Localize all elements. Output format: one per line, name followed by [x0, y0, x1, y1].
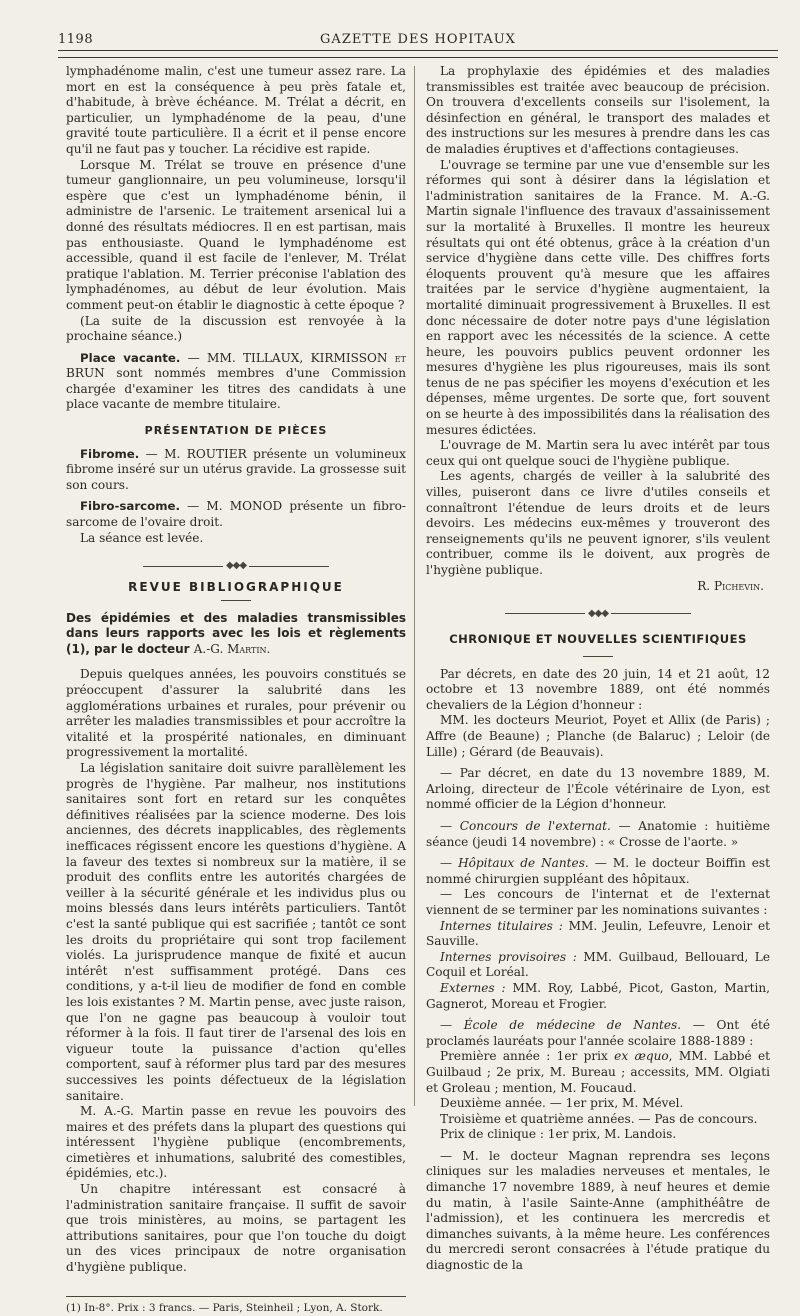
paragraph-place-vacante: [66, 351, 406, 413]
paragraph-fibrome: [66, 447, 406, 494]
paragraph: Par décrets, en date des 20 juin, 14 et 21 août, 12 octobre et 13 novembre 1889, ont été nommés chevaliers de la Légion d'honneur :: [426, 666, 770, 712]
paragraph: Depuis quelques années, les pouvoirs constitués se préoccupent d'assurer la salubrité dans les agglomérations urbaines et rurales, pour prévenir ou arrêter les maladies transmissibles et pour accroître la vitalité et la prospérité nationales, en diminuant progressivement la mortalité.: [66, 667, 406, 760]
paragraph: Les agents, chargés de veiller à la salubrité des villes, puiseront dans ce livre d'utiles conseils et connaîtront l'étendue de leurs droits et de leurs devoirs. Les médecins eux-mêmes y trouveront des renseignements qu'ils ne peuvent ignorer, s'ils veulent contribuer, comme ils le doivent, aux progrès de l'hygiène publique.: [426, 469, 770, 577]
run-in-heading: Place vacante.: [80, 350, 181, 365]
paragraph: Prix de clinique : 1er prix, M. Landois.: [440, 1127, 677, 1142]
text: — Ont été proclamés lauréats pour l'année scolaire 1888-1889 :: [426, 1018, 770, 1048]
section-heading-chronique: CHRONIQUE ET NOUVELLES SCIENTIFIQUES: [449, 632, 747, 647]
book-author: A.-G. Martin.: [193, 641, 271, 656]
italic-lead: Internes titulaires :: [440, 918, 563, 933]
journal-title: GAZETTE DES HOPITAUX: [320, 32, 516, 47]
paragraph: (La suite de la discussion est renvoyée à la prochaine séance.): [66, 313, 406, 344]
paragraph: La prophylaxie des épidémies et des maladies transmissibles est traitée avec beaucoup de précision. On trouvera d'excellents conseils sur l'isolement, la désinfection en général, le transport des malades et des instructions sur les mesures à prendre dans les cas de maladies éruptives et d'affections contagieuses.: [426, 64, 770, 156]
text: — M. le docteur Boiffin est nommé chirurgien suppléant des hôpitaux.: [426, 856, 770, 886]
paragraph-concours: [426, 819, 770, 850]
paragraph-fibro-sarcome: [66, 499, 406, 530]
review-signature: R. Pichevin.: [697, 578, 764, 593]
paragraph: — Les concours de l'internat et de l'externat viennent de se terminer par les nominations suivantes :: [426, 887, 770, 917]
names: — M. ROUTIER: [145, 446, 247, 461]
short-rule: [221, 600, 251, 601]
paragraph: Troisième et quatrième années. — Pas de concours.: [440, 1111, 758, 1126]
paragraph-internes-provisoires: [426, 950, 770, 981]
paragraph: Un chapitre intéressant est consacré à l'administration sanitaire française. Il suffit de savoir que trois ministères, au moins, se partagent les attributions sanitaires, pour que l'on touche du doigt un des vices principaux de notre organisation d'hygiène publique.: [66, 1182, 406, 1275]
text: MM. Jeulin, Lefeuvre, Lenoir et Sauville.: [426, 918, 770, 949]
paragraph-internes-titulaires: [426, 919, 770, 950]
paragraph-nantes: [426, 856, 770, 887]
paragraph: L'ouvrage de M. Martin sera lu avec intérêt par tous ceux qui ont quelque souci de l'hygiène publique.: [426, 438, 770, 468]
italic-lead: Internes provisoires :: [440, 949, 577, 964]
paragraph-premiere-annee: [426, 1049, 770, 1096]
column-separator: [414, 66, 415, 1106]
paragraph: MM. les docteurs Meuriot, Poyet et Allix (de Paris) ; Affre (de Beaune) ; Planche (de Balaruc) ; Leloir (de Lille) ; Gérard (de Beauvais).: [426, 713, 770, 759]
text: présente un volumineux fibrome inséré sur un utérus gravide. La grossesse suit son cours.: [66, 446, 406, 492]
left-column: [66, 64, 406, 1316]
running-header: [58, 32, 778, 48]
footnote: (1) In-8°. Prix : 3 francs. — Paris, Steinheil ; Lyon, A. Stork.: [66, 1301, 383, 1314]
paragraph: L'ouvrage se termine par une vue d'ensemble sur les réformes qui sont à désirer dans la législation et l'administration sanitaires de la France. M. A.-G. Martin signale l'influence des travaux d'assainissement sur la mortalité à Bruxelles. Il montre les heureux résultats qui ont été obtenus, grâce à la création d'un service d'hygiène dans cette ville. Des chiffres forts éloquents prouvent qu'à mesure que les affaires traitées par le service d'hygiène augmentaient, la mortalité diminuait progressivement à Bruxelles. Il est donc nécessaire de doter notre pays d'une législation en rapport avec les nécessités de la science. A cette heure, les pouvoirs publics peuvent ordonner les mesures d'hygiène les plus rigoureuses, mais ils sont tenus de ne pas spécifier les moyens d'exécution et les dépenses, même urgentes. De sorte que, fort souvent on se heurte à des impossibilités dans la réalisation des mesures édictées.: [426, 157, 770, 437]
ornament-divider: ◆◆◆: [66, 558, 406, 574]
footnote-rule: [66, 1296, 406, 1297]
italic-text: ex æquo: [614, 1049, 669, 1064]
names: — M. MONOD: [187, 499, 283, 514]
text: présente un fibro-sarcome de l'ovaire droit.: [66, 499, 406, 530]
names: — MM. TILLAUX, KIRMISSON et BRUN: [66, 350, 406, 381]
paragraph: M. A.-G. Martin passe en revue les pouvoirs des maires et des préfets dans la plupart des questions qui intéressent l'hygiène publique (encombrements, cimetières et inhumations, salubrité des comestibles, épidémies, etc.).: [66, 1104, 406, 1181]
paragraph: — M. le docteur Magnan reprendra ses leçons cliniques sur les maladies nerveuses et mentales, le dimanche 17 novembre 1889, à neuf heures et demie du matin, à l'asile Sainte-Anne (amphithéâtre de l'admission), et les continuera les mercredis et dimanches suivants, à la même heure. Les conférences du mercredi seront consacrées à l'étude pratique du diagnostic de la: [426, 1148, 770, 1273]
ornament-divider: ◆◆◆: [426, 606, 770, 622]
italic-lead: Externes :: [440, 980, 506, 995]
paragraph: La séance est levée.: [80, 530, 204, 545]
page-number: 1198: [58, 32, 94, 47]
short-rule: [583, 656, 613, 657]
run-in-heading: Fibrome.: [80, 446, 140, 461]
paragraph-ecole-nantes: [426, 1018, 770, 1049]
text: , MM. Labbé et Guilbaud ; 2e prix, M. Bureau ; accessits, MM. Olgiati et Groleau ; mention, M. Foucaud.: [426, 1049, 770, 1095]
text: MM. Guilbaud, Bellouard, Le Coquil et Loréal.: [426, 949, 770, 980]
paragraph: Lorsque M. Trélat se trouve en présence d'une tumeur ganglionnaire, un peu volumineuse, lorsqu'il espère que c'est un lymphadénome bénin, il administre de l'arsenic. Le traitement arsenical lui a donné des résultats médiocres. Il en est partisan, mais pas enthousiaste. Quand le lymphadénome est accessible, quand il est facile de l'enlever, M. Trélat pratique l'ablation. M. Terrier préconise l'ablation des lymphadénomes, au début de leur évolution. Mais comment peut-on établir le diagnostic à cette époque ?: [66, 157, 406, 312]
header-rule: [58, 50, 778, 58]
paragraph: La législation sanitaire doit suivre parallèlement les progrès de l'hygiène. Par malheur, nos institutions sanitaires sont fort en retard sur les conquêtes définitives réalisées par la science moderne. Des lois anciennes, des décrets inapplicables, des règlements inefficaces régissent encore les questions d'hygiène. A la faveur des textes si nombreux sur la matière, il se produit des conflits entre les autorités chargées de veiller à la sécurité générale et les individus plus ou moins blessés dans leurs intérêts particuliers. Tantôt c'est la santé publique qui est sacrifiée ; tantôt ce sont les droits du propriétaire qui sont trop facilement violés. La jurisprudence manque de fixité et aucun intérêt n'est suffisamment protégé. Dans ces conditions, y a-t-il lieu de modifier de fond en comble les lois existantes ? M. Martin pense, avec juste raison, que l'on ne gagne pas beaucoup à vouloir tout réformer à la fois. Il faut tirer de l'arsenal des lois en vigueur toute la puissance d'action qu'elles comportent, sauf à réformer plus tard par des mesures successives les points défectueux de la législation sanitaire.: [66, 761, 406, 1103]
paragraph: Deuxième année. — 1er prix, M. Mével.: [440, 1096, 684, 1111]
text: Première année : 1er prix: [440, 1049, 615, 1064]
run-in-heading: Fibro-sarcome.: [80, 499, 181, 514]
text: — Anatomie : huitième séance (jeudi 14 novembre) : « Crosse de l'aorte. »: [426, 819, 770, 849]
text: MM. Roy, Labbé, Picot, Gaston, Martin, Gagnerot, Moreau et Frogier.: [426, 980, 770, 1011]
paragraph: lymphadénome malin, c'est une tumeur assez rare. La mort en est la conséquence à peu près fatale et, d'habitude, à brève échéance. M. Trélat a décrit, en particulier, un lymphadénome de la peau, d'une gravité toute particulière. Il a écrit et il pense encore qu'il ne faut pas y toucher. La récidive est rapide.: [66, 64, 406, 156]
paragraph: — Par décret, en date du 13 novembre 1889, M. Arloing, directeur de l'École vétérinaire de Lyon, est nommé officier de la Légion d'honneur.: [426, 766, 770, 812]
section-heading-revue: REVUE BIBLIOGRAPHIQUE: [128, 580, 344, 595]
text: sont nommés membres d'une Commission chargée d'examiner les titres des candidats à une place vacante de membre titulaire.: [66, 366, 406, 412]
italic-lead: — Concours de l'externat.: [440, 819, 611, 834]
section-heading-presentation: PRÉSENTATION DE PIÈCES: [144, 424, 328, 438]
book-title-text: Des épidémies et des maladies transmissibles dans leurs rapports avec les lois et règlements (1), par le docteur: [66, 610, 406, 656]
paragraph-externes: [426, 981, 770, 1012]
italic-lead: — Hôpitaux de Nantes.: [440, 856, 589, 871]
book-title: [66, 611, 406, 658]
right-column: [426, 64, 770, 1274]
italic-lead: — École de médecine de Nantes.: [440, 1018, 682, 1033]
